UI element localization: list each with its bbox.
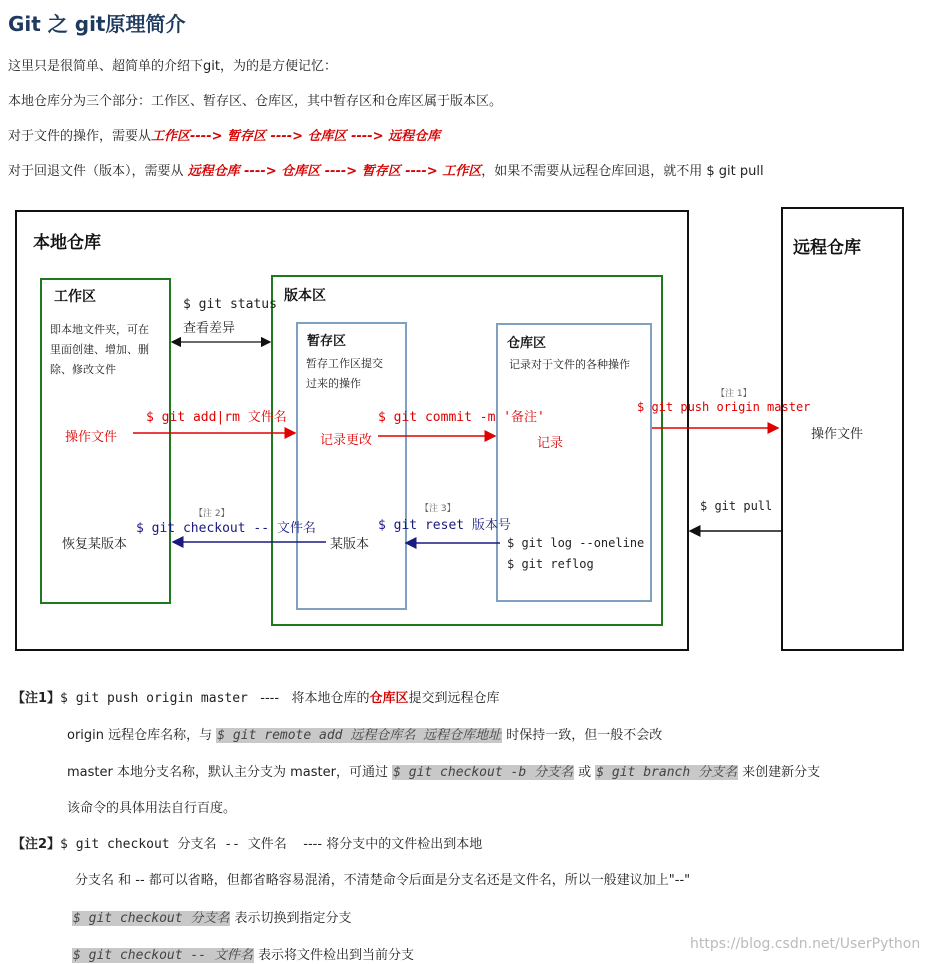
git-add-label: $ git add|rm 文件名: [146, 410, 287, 425]
note-1-line-2: [67, 724, 662, 743]
local-repo-title: 本地仓库: [33, 233, 101, 253]
intro-line-1: 这里只是很简单、超简单的介绍下git，为的是方便记忆：: [8, 59, 337, 74]
workspace-desc-1: 即本地文件夹，可在: [50, 323, 149, 336]
note-2-line-2: 分支名 和 -- 都可以省略，但都省略容易混淆，不清楚命令后面是分支名还是文件名，所以一般建议加上"--": [75, 873, 691, 888]
note-2-cmd: $ git checkout 分支名 -- 文件名: [60, 837, 287, 852]
note-2-l4-code: $ git checkout -- 文件名: [73, 948, 253, 963]
note-1-l3-code-2: $ git branch 分支名: [596, 765, 737, 780]
note-3-tag: 【注 3】: [420, 504, 456, 514]
remote-repo-title: 远程仓库: [793, 238, 861, 258]
note-1-sep: ----: [260, 691, 280, 706]
note-1-pre: 将本地仓库的: [291, 691, 370, 706]
note-1-l2-pre: origin 远程仓库名称，与: [67, 728, 217, 743]
note-2-l3-code: $ git checkout 分支名: [73, 911, 230, 926]
repo-area-desc: 记录对于文件的各种操作: [509, 358, 630, 371]
note-1-highlight: 仓库区: [369, 691, 409, 706]
git-pull-label: $ git pull: [700, 499, 773, 513]
stage-title: 暂存区: [307, 334, 347, 349]
note-2-line-3: [72, 907, 352, 926]
workspace-title: 工作区: [54, 289, 96, 305]
stage-desc-1: 暂存工作区提交: [306, 357, 383, 370]
git-commit-label: $ git commit -m '备注': [378, 410, 545, 425]
note-2-desc: ---- 将分支中的文件检出到本地: [303, 837, 483, 852]
note-1-line-1: [12, 687, 500, 706]
note-2-line-1: [12, 833, 482, 852]
view-diff-label: 查看差异: [183, 321, 236, 336]
workspace-desc-2: 里面创建、增加、删: [50, 343, 149, 356]
git-reflog-label: $ git reflog: [507, 557, 594, 571]
version-area-title: 版本区: [284, 288, 326, 304]
note-2-line-4: [72, 944, 414, 963]
note-1-l3-pre: master 本地分支名称，默认主分支为 master，可通过: [67, 765, 393, 780]
intro-line-2: 本地仓库分为三个部分：工作区、暂存区、仓库区，其中暂存区和仓库区属于版本区。: [8, 94, 503, 109]
git-checkout-label: $ git checkout -- 文件名: [136, 521, 316, 536]
forward-flow: 工作区----> 暂存区 ----> 仓库区 ----> 远程仓库: [151, 129, 441, 144]
note-2-tag-text: 【注2】: [12, 837, 61, 852]
note-2-tag: 【注 2】: [194, 509, 230, 519]
operate-file-left: 操作文件: [65, 430, 118, 445]
intro-line-4-prefix: 对于回退文件（版本），需要从: [8, 164, 188, 179]
workspace-desc-3: 除、修改文件: [50, 363, 116, 376]
some-version-label: 某版本: [330, 537, 370, 552]
git-reset-label: $ git reset 版本号: [378, 518, 511, 533]
note-1-cmd: $ git push origin master: [60, 691, 248, 706]
watermark: https://blog.csdn.net/UserPython: [690, 936, 921, 952]
intro-line-3-prefix: 对于文件的操作，需要从: [8, 129, 152, 144]
note-1-post: 提交到远程仓库: [408, 691, 500, 706]
note-1-tag-text: 【注1】: [12, 691, 61, 706]
note-2-l4-post: 表示将文件检出到当前分支: [253, 948, 415, 963]
note-2-l3-post: 表示切换到指定分支: [230, 911, 352, 926]
stage-desc-2: 过来的操作: [306, 377, 361, 390]
backward-flow: 远程仓库 ----> 仓库区 ----> 暂存区 ----> 工作区: [187, 164, 482, 179]
note-1-l3-code-1: $ git checkout -b 分支名: [393, 765, 573, 780]
note-1-l2-post: 时保持一致，但一般不会改: [502, 728, 663, 743]
repo-area-title: 仓库区: [507, 336, 547, 351]
record-change-label: 记录更改: [320, 433, 373, 448]
git-status-label: $ git status: [183, 297, 277, 312]
record-label: 记录: [537, 436, 564, 451]
git-push-label: $ git push origin master: [637, 400, 811, 414]
note-1-l2-code: $ git remote add 远程仓库名 远程仓库地址: [217, 728, 502, 743]
note-1-l3-post: 来创建新分支: [738, 765, 821, 780]
git-log-label: $ git log --oneline: [507, 536, 645, 550]
restore-version-label: 恢复某版本: [62, 537, 128, 552]
note-1-l3-mid: 或: [573, 765, 596, 780]
operate-file-right: 操作文件: [811, 427, 864, 442]
intro-line-4-suffix: ，如果不需要从远程仓库回退，就不用 $ git pull: [481, 164, 764, 179]
page-title: Git 之 git原理简介: [8, 12, 186, 36]
note-1-line-3: [67, 761, 820, 780]
note-1-line-4: 该命令的具体用法自行百度。: [67, 801, 237, 816]
note-1-tag: 【注 1】: [716, 389, 752, 399]
